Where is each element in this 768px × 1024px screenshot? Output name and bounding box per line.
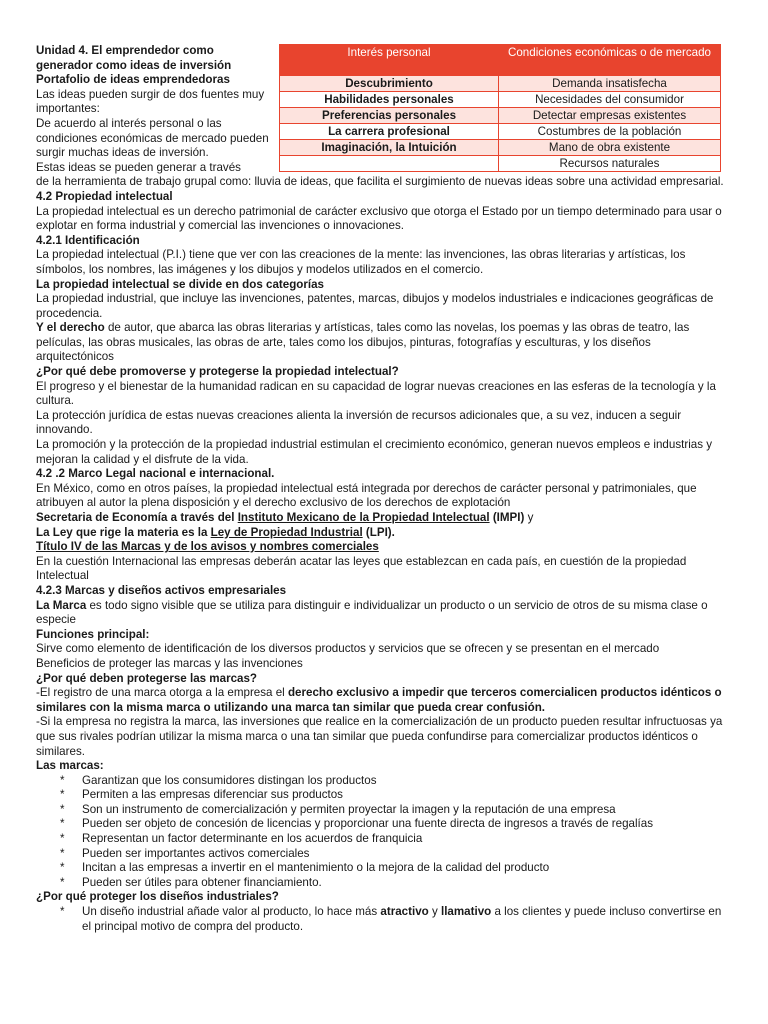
list-item: * Pueden ser útiles para obtener financiamiento. [60,876,726,891]
table-cell: Imaginación, la Intuición [280,140,499,156]
paragraph: La propiedad industrial, que incluye las invenciones, patentes, marcas, dibujos y modelos industriales e indicaciones geográficas de procedencia. [36,292,714,320]
text: Un diseño industrial añade valor al producto, lo hace más [82,905,381,919]
list-item: * Representan un factor determinante en los acuerdos de franquicia [60,832,726,847]
text: y [524,511,534,524]
bold-text: atractivo [380,905,429,919]
section-title: 4.2 .2 Marco Legal nacional e internacional. [36,467,275,481]
table-cell: Recursos naturales [499,156,721,172]
table-cell: Preferencias personales [280,108,499,124]
table-cell: La carrera profesional [280,124,499,140]
subsection-title: Funciones principal: [36,627,150,641]
header-interes: Interés personal [280,45,499,76]
bold-text: La Ley que rige la materia es la [36,525,211,539]
paragraph: de la herramienta de trabajo grupal como: lluvia de ideas, que facilita el surgimiento de nuevas ideas sobre una actividad empresarial. [36,175,724,189]
paragraph: En México, como en otros países, la propiedad intelectual está integrada por derechos de carácter personal y patrimoniales, que atribuyen al autor la plena disposición y el derecho exclusivo de los derechos de explotación [36,481,697,510]
subsection-title: ¿Por qué debe promoverse y protegerse la propiedad intelectual? [36,365,399,379]
document-page [36,44,726,934]
text: -El registro de una marca otorga a la empresa el [36,686,288,700]
paragraph: La protección jurídica de estas nuevas creaciones alienta la inversión de recursos adicionales que, a su vez, inducen a seguir innovando. [36,408,682,437]
text: a los clientes y puede incluso convertirse en el principal motivo de compra del producto. [82,905,722,933]
subsection-title: Título IV de las Marcas y de los avisos y nombres comerciales [36,540,379,554]
list-item: * Garantizan que los consumidores distingan los productos [60,774,726,789]
section-title: 4.2.3 Marcas y diseños activos empresariales [36,583,287,597]
paragraph: Sirve como elemento de identificación de los diversos productos y servicios que se ofrecen y se presentan en el mercado [36,642,660,656]
paragraph: El progreso y el bienestar de la humanidad radican en su capacidad de lograr nuevas creaciones en las esferas de la tecnología y la cultura. [36,379,716,408]
subsection-title: ¿Por qué deben protegerse las marcas? [36,671,258,685]
unit-heading: Unidad 4. El emprendedor como generador como ideas de inversión Portafolio de ideas emprendedoras [36,44,232,87]
subsection-title: ¿Por qué proteger los diseños industriales? [36,890,279,904]
paragraph [36,526,726,541]
text: y [428,905,441,919]
section-title: 4.2.1 Identificación [36,233,140,247]
header-condiciones: Condiciones económicas o de mercado [499,45,721,76]
paragraph: De acuerdo al interés personal o las condiciones económicas de mercado pueden surgir muchas ideas de inversión. [36,116,269,160]
list-item: * Pueden ser importantes activos comerciales [60,847,726,862]
bold-text: (LPI). [362,525,395,539]
marcas-list [36,774,726,891]
paragraph: -Si la empresa no registra la marca, las inversiones que realice en la comercialización de un producto pueden resultar infructuosas ya que sus rivales podrían utilizar la misma marca o una tan similar que pueda confundirse para comercializar productos idénticos o similares. [36,715,723,758]
paragraph: Las ideas pueden surgir de dos fuentes muy importantes: [36,87,265,116]
paragraph: Estas ideas se pueden generar a través [36,160,241,174]
list-item: * Son un instrumento de comercialización y permiten proyectar la imagen y la reputación de una empresa [60,803,726,818]
table-cell: Necesidades del consumidor [499,92,721,108]
subsection-title: Las marcas: [36,759,104,773]
paragraph [36,599,726,628]
paragraph [36,321,726,365]
paragraph: Beneficios de proteger las marcas y las invenciones [36,656,303,670]
bold-text: llamativo [440,905,492,919]
text: de autor, que abarca las obras literarias y artísticas, tales como las novelas, los poemas y las obras de teatro, las películas, las obras musicales, las obras de arte, tales como los dibujos, pinturas, fotografías y esculturas, y los diseños arquitectónicos [36,321,690,364]
list-item [60,905,726,934]
table-cell: Descubrimiento [280,76,499,92]
intro-block [36,44,272,175]
section-title: 4.2 Propiedad intelectual [36,189,173,203]
list-item: * Permiten a las empresas diferenciar sus productos [60,788,726,803]
underlined-text: Instituto Mexicano de la Propiedad Intelectual [237,511,490,524]
paragraph: La propiedad intelectual (P.I.) tiene que ver con las creaciones de la mente: las invenciones, las obras literarias y artísticas, los símbolos, los nombres, las imágenes y los dibujos y modelos utilizados en el comercio. [36,248,686,276]
paragraph [36,686,726,715]
underlined-text: Ley de Propiedad Industrial [210,525,363,539]
paragraph: La promoción y la protección de la propiedad industrial estimulan el crecimiento económico, generan nuevos empleos e industrias y mejoran la calidad y el disfrute de la vida. [36,438,713,466]
table-cell: Habilidades personales [280,92,499,108]
paragraph [36,511,726,526]
table-cell: Demanda insatisfecha [499,76,721,92]
bold-text: La Marca [36,598,87,612]
bold-text: Secretaria de Economía a través del [36,511,238,524]
table-cell: Detectar empresas existentes [499,108,721,124]
bold-text: (IMPI) [489,511,525,524]
bold-text: Y el derecho [36,321,105,335]
paragraph: En la cuestión Internacional las empresas deberán acatar las leyes que establezcan en cada país, en cuestión de la propiedad Intelectual [36,554,687,583]
bold-text: derecho exclusivo a impedir que terceros comercialicen productos idénticos o similares con la misma marca o utilizando una marca tan similar que pueda crear confusión. [36,686,722,714]
text: es todo signo visible que se utiliza para distinguir e individualizar un producto o un servicio de otros de su misma clase o especie [36,598,708,627]
table-cell: Costumbres de la población [499,124,721,140]
design-list [36,905,726,934]
subsection-title: La propiedad intelectual se divide en dos categorías [36,277,324,291]
table-cell: Mano de obra existente [499,140,721,156]
list-item: * Incitan a las empresas a invertir en el mantenimiento o la mejora de la calidad del producto [60,861,726,876]
list-item: * Pueden ser objeto de concesión de licencias y proporcionar una fuente directa de ingresos a través de regalías [60,817,726,832]
paragraph: La propiedad intelectual es un derecho patrimonial de carácter exclusivo que otorga el Estado por un tiempo determinado para usar o explotar en forma industrial y comercial las invenciones o innovaciones. [36,204,722,233]
